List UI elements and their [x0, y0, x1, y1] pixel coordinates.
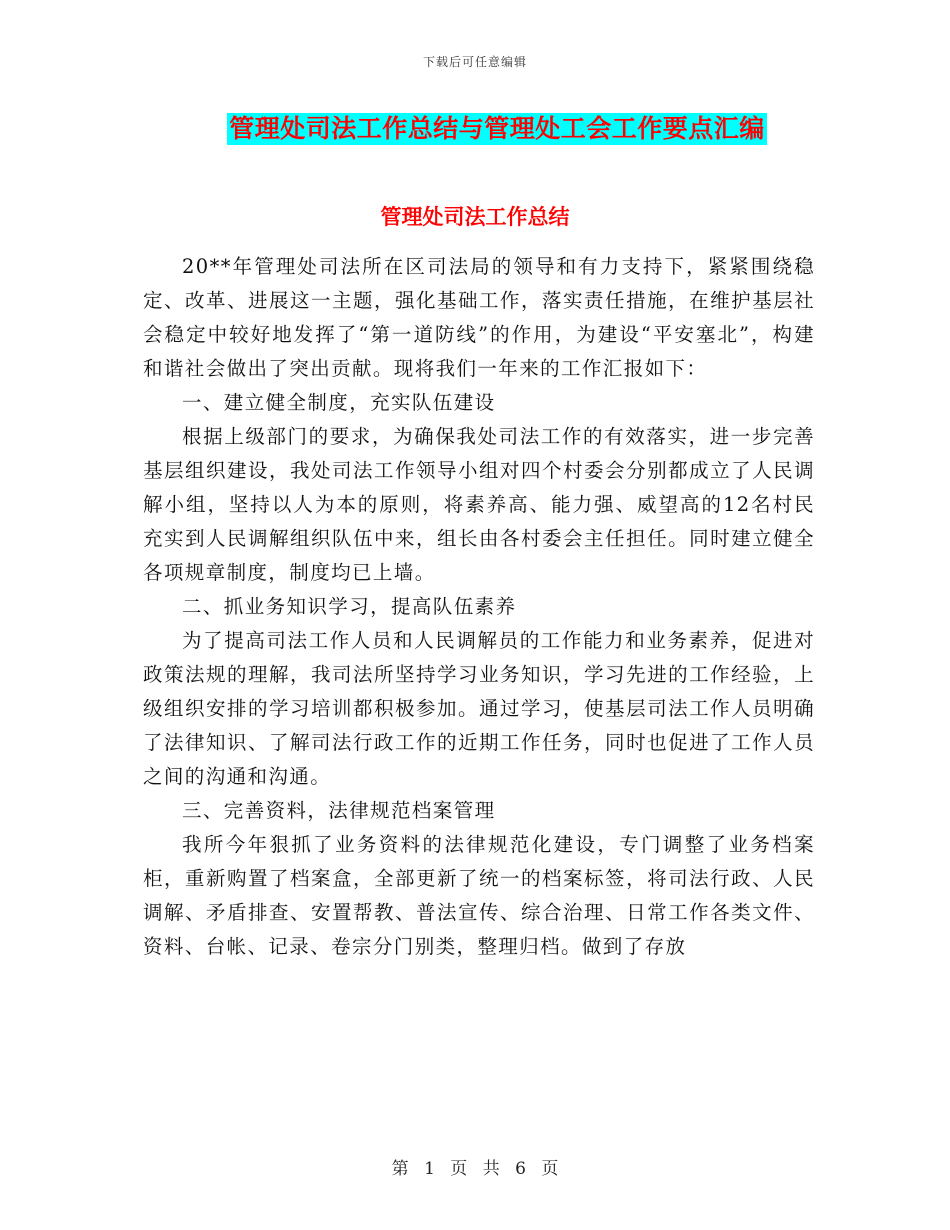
section-heading-3: 三、完善资料，法律规范档案管理 [182, 799, 496, 822]
section-heading-2: 二、抓业务知识学习，提高队伍素养 [182, 595, 517, 618]
title-container [0, 113, 950, 145]
section-heading-1: 一、建立健全制度，充实队伍建设 [182, 391, 496, 414]
page-footer [0, 1154, 950, 1179]
total-suffix: 页 [541, 1159, 559, 1179]
total-label: 共 [482, 1159, 500, 1179]
paragraph-intro: 20**年管理处司法所在区司法局的领导和有力支持下，紧紧围绕稳定、改革、进展这一主题，强化基础工作，落实责任措施，在维护基层社会稳定中较好地发挥了“第一道防线”的作用，为建设“平安塞北”，构建和谐社会做出了突出贡献。现将我们一年来的工作汇报如下： [143, 255, 815, 380]
section-title: 管理处司法工作总结 [380, 205, 570, 229]
paragraph-1: 根据上级部门的要求，为确保我处司法工作的有效落实，进一步完善基层组织建设，我处司法工作领导小组对四个村委会分别都成立了人民调解小组，坚持以人为本的原则，将素养高、能力强、威望高的12名村民充实到人民调解组织队伍中来，组长由各村委会主任担任。同时建立健全各项规章制度，制度均已上墙。 [143, 425, 815, 584]
paragraph-2: 为了提高司法工作人员和人民调解员的工作能力和业务素养，促进对政策法规的理解，我司法所坚持学习业务知识，学习先进的工作经验，上级组织安排的学习培训都积极参加。通过学习，使基层司法工作人员明确了法律知识、了解司法行政工作的近期工作任务，同时也促进了工作人员之间的沟通和沟通。 [143, 629, 815, 788]
page-label-prefix: 第 [391, 1159, 409, 1179]
page-number: 1 [424, 1159, 435, 1179]
document-body [143, 250, 815, 964]
document-title: 管理处司法工作总结与管理处工会工作要点汇编 [229, 114, 765, 143]
paragraph-3: 我所今年狠抓了业务资料的法律规范化建设，专门调整了业务档案柜，重新购置了档案盒，全部更新了统一的档案标签，将司法行政、人民调解、矛盾排查、安置帮教、普法宣传、综合治理、日常工作各类文件、资料、台帐、记录、卷宗分门别类，整理归档。做到了存放 [143, 833, 815, 958]
header-note: 下载后可任意编辑 [422, 55, 527, 69]
total-pages: 6 [515, 1159, 526, 1179]
page-label-mid: 页 [450, 1159, 468, 1179]
